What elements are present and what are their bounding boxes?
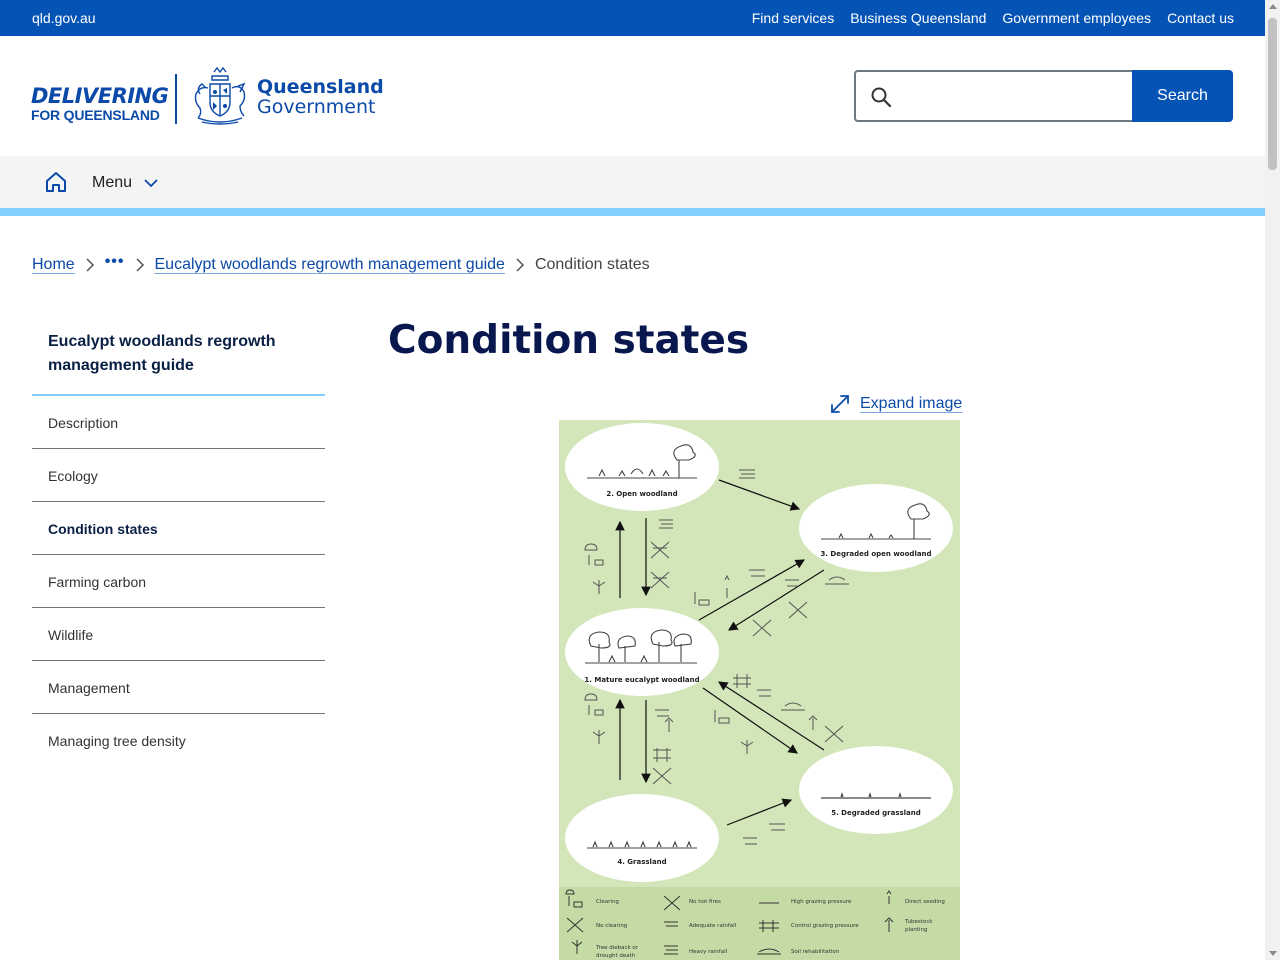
expand-image-label: Expand image — [860, 395, 963, 412]
breadcrumb-parent[interactable]: Eucalypt woodlands regrowth management guide — [154, 256, 505, 273]
qg-logo-line1: Queensland — [257, 76, 384, 98]
legend-no-hot-fires: No hot fires — [689, 899, 721, 905]
legend-soil-rehab: Soil rehabilitation — [791, 949, 840, 955]
legend-direct-seeding: Direct seeding — [905, 899, 945, 905]
site-header — [0, 36, 1265, 156]
utility-links — [752, 10, 1234, 26]
legend-tubestock-1: Tubestock — [905, 919, 933, 925]
state-label-open-woodland: 2. Open woodland — [606, 490, 678, 498]
state-label-grassland: 4. Grassland — [617, 858, 667, 866]
search-input[interactable] — [898, 84, 1118, 110]
section-nav-item-wildlife[interactable]: Wildlife — [32, 608, 325, 661]
state-degraded-grassland — [799, 746, 953, 834]
section-nav-title[interactable]: Eucalypt woodlands regrowth management guide — [32, 322, 325, 396]
state-label-mature-woodland: 1. Mature eucalypt woodland — [584, 676, 700, 684]
breadcrumb — [32, 253, 650, 274]
section-navigation — [32, 322, 325, 767]
expand-icon — [828, 392, 852, 416]
state-grassland — [565, 794, 719, 882]
delivering-logo-line1: DELIVERING — [31, 84, 169, 108]
main-navigation — [0, 156, 1265, 208]
state-label-degraded-open-woodland: 3. Degraded open woodland — [820, 550, 932, 558]
site-link[interactable]: qld.gov.au — [32, 10, 96, 26]
chevron-down-icon — [144, 178, 158, 188]
chevron-right-icon — [515, 258, 525, 272]
scroll-down-icon[interactable] — [1269, 951, 1277, 956]
utility-bar — [0, 0, 1265, 36]
section-nav-item-management[interactable]: Management — [32, 661, 325, 714]
condition-states-diagram[interactable] — [559, 420, 960, 960]
government-employees-link[interactable]: Government employees — [1002, 10, 1152, 26]
accent-strip — [0, 208, 1265, 216]
scroll-up-icon[interactable] — [1269, 4, 1277, 9]
legend-no-clearing: No clearing — [596, 923, 628, 929]
state-label-degraded-grassland: 5. Degraded grassland — [831, 809, 921, 817]
section-nav-item-ecology[interactable]: Ecology — [32, 449, 325, 502]
section-nav-item-description[interactable]: Description — [32, 396, 325, 449]
legend-tree-dieback-1: Tree dieback or — [596, 945, 639, 951]
logo-divider — [175, 74, 177, 124]
contact-us-link[interactable]: Contact us — [1167, 10, 1234, 26]
queensland-government-logo[interactable] — [257, 78, 384, 118]
legend-clearing: Clearing — [596, 899, 619, 905]
search-button[interactable]: Search — [1132, 70, 1233, 122]
chevron-right-icon — [135, 258, 145, 272]
state-open-woodland — [565, 423, 719, 511]
delivering-logo[interactable] — [31, 86, 168, 122]
expand-image-link[interactable] — [828, 392, 962, 416]
state-degraded-open-woodland — [799, 484, 953, 572]
section-nav-item-condition-states[interactable]: Condition states — [32, 502, 325, 555]
search-icon — [870, 86, 892, 108]
qg-logo-line2: Government — [257, 95, 376, 118]
breadcrumb-home[interactable]: Home — [32, 256, 75, 273]
menu-label: Menu — [92, 174, 133, 191]
coat-of-arms-icon — [190, 66, 250, 126]
home-icon[interactable] — [44, 170, 68, 194]
legend-control-grazing: Control grazing pressure — [791, 923, 859, 929]
breadcrumb-ellipsis[interactable]: ••• — [104, 253, 125, 270]
state-mature-woodland — [565, 608, 719, 696]
section-nav-item-managing-tree-density[interactable]: Managing tree density — [48, 733, 186, 749]
delivering-logo-line2: FOR QUEENSLAND — [31, 107, 160, 123]
menu-toggle[interactable] — [92, 174, 158, 192]
legend-tubestock-2: planting — [905, 927, 928, 933]
page-title: Condition states — [388, 318, 750, 363]
find-services-link[interactable]: Find services — [751, 10, 835, 26]
search-field — [854, 70, 1134, 122]
page-scrollbar[interactable] — [1265, 0, 1280, 960]
chevron-right-icon — [85, 258, 95, 272]
legend-heavy-rainfall: Heavy rainfall — [689, 949, 728, 955]
breadcrumb-current: Condition states — [534, 256, 650, 273]
scrollbar-thumb[interactable] — [1268, 18, 1277, 170]
legend-high-grazing: High grazing pressure — [791, 899, 852, 905]
legend-tree-dieback-2: drought death — [596, 953, 636, 959]
legend-adequate-rainfall: Adequate rainfall — [689, 923, 737, 929]
business-queensland-link[interactable]: Business Queensland — [850, 10, 987, 26]
section-nav-item-farming-carbon[interactable]: Farming carbon — [32, 555, 325, 608]
